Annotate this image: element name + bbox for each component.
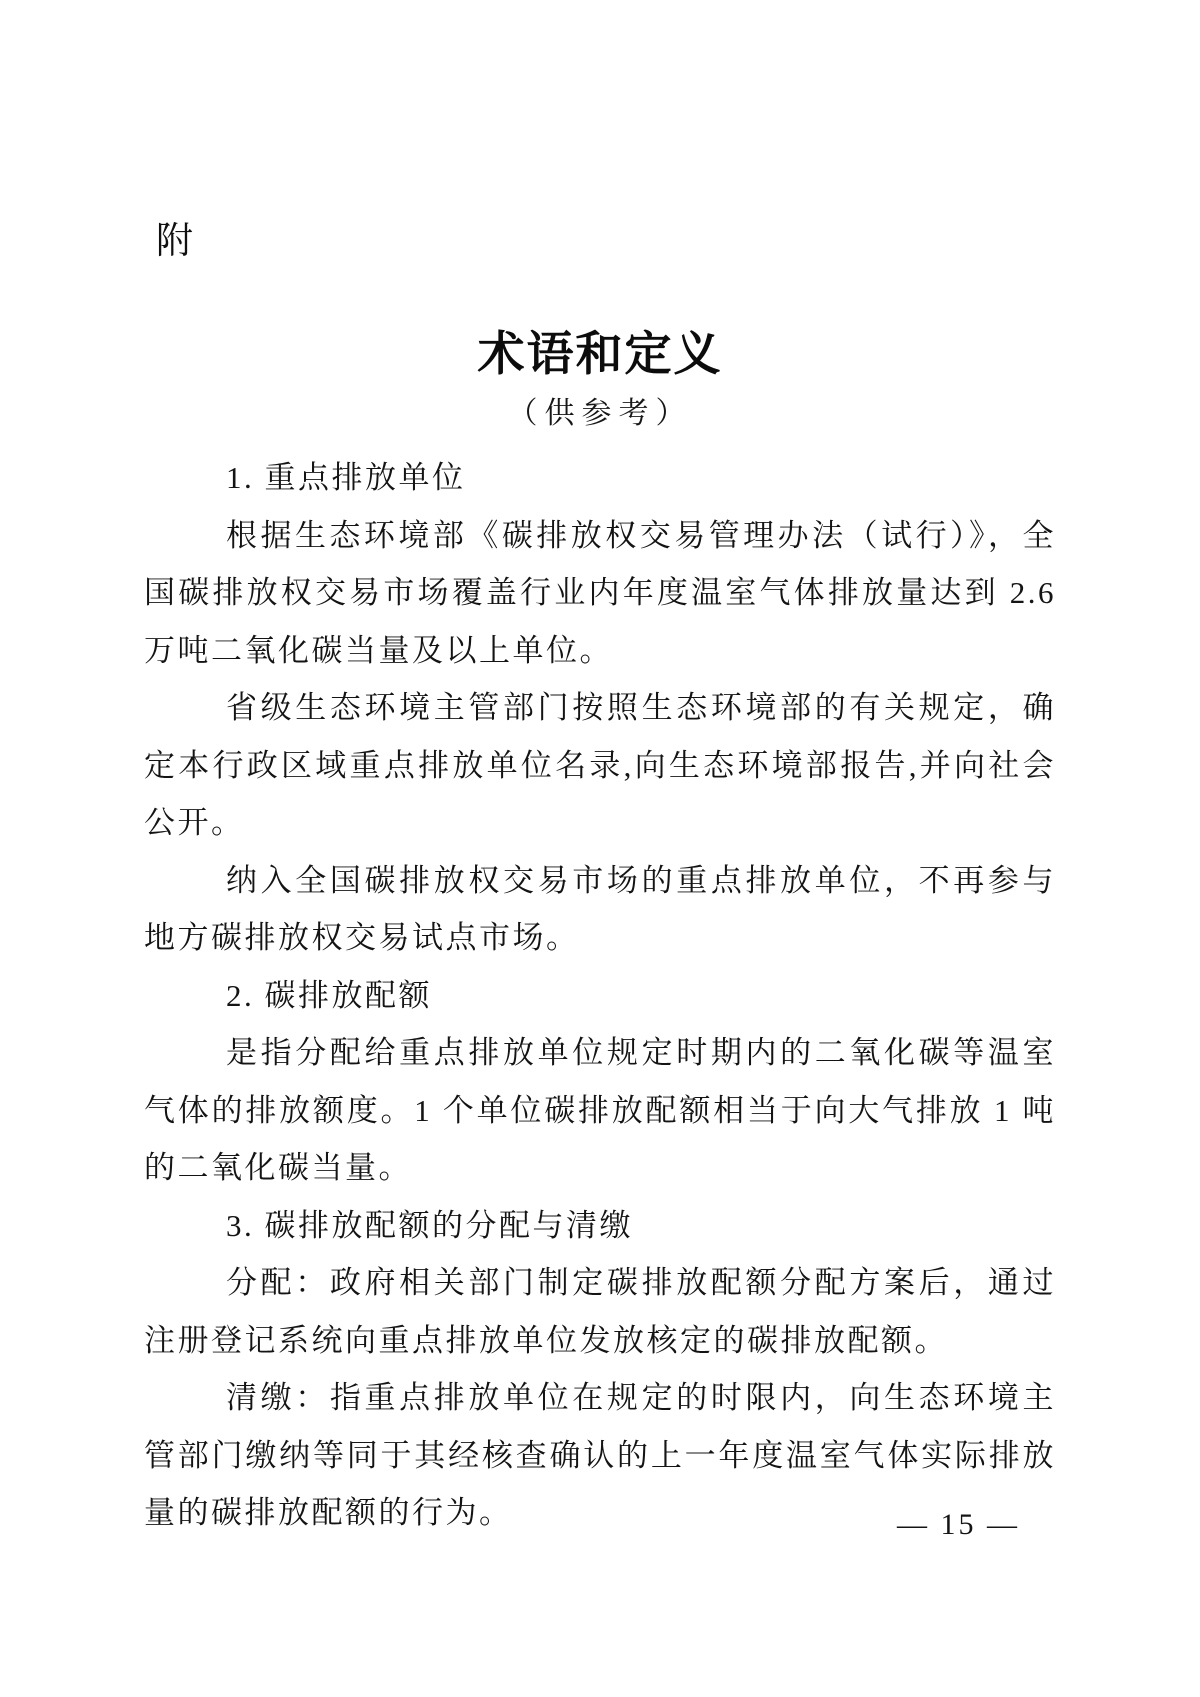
section-2-paragraph-1: 是指分配给重点排放单位规定时期内的二氧化碳等温室气体的排放额度。1 个单位碳排放配额相当于向大气排放 1 吨的二氧化碳当量。 (144, 1035, 1056, 1185)
section-3-paragraph-1: 分配：政府相关部门制定碳排放配额分配方案后，通过注册登记系统向重点排放单位发放核定的碳排放配额。 (144, 1265, 1056, 1358)
attachment-label: 附 (156, 220, 193, 261)
document-body (144, 449, 1056, 1542)
page-title: 术语和定义 (477, 329, 723, 381)
section-1-heading: 1. 重点排放单位 (226, 460, 466, 495)
section-1-paragraph-1: 根据生态环境部《碳排放权交易管理办法（试行）》，全国碳排放权交易市场覆盖行业内年度温室气体排放量达到 2.6 万吨二氧化碳当量及以上单位。 (144, 517, 1056, 668)
page-subtitle: （供参考） (507, 397, 693, 430)
page-number: — 15 — (897, 1508, 1020, 1541)
section-3-paragraph-2: 清缴：指重点排放单位在规定的时限内，向生态环境主管部门缴纳等同于其经核查确认的上一年度温室气体实际排放量的碳排放配额的行为。 (144, 1380, 1056, 1530)
section-1-paragraph-2: 省级生态环境主管部门按照生态环境部的有关规定，确定本行政区域重点排放单位名录,向生态环境部报告,并向社会公开。 (144, 690, 1056, 840)
section-3-heading: 3. 碳排放配额的分配与清缴 (226, 1207, 633, 1243)
section-1-paragraph-3: 纳入全国碳排放权交易市场的重点排放单位，不再参与地方碳排放权交易试点市场。 (144, 862, 1056, 955)
section-2-heading: 2. 碳排放配额 (226, 977, 432, 1013)
